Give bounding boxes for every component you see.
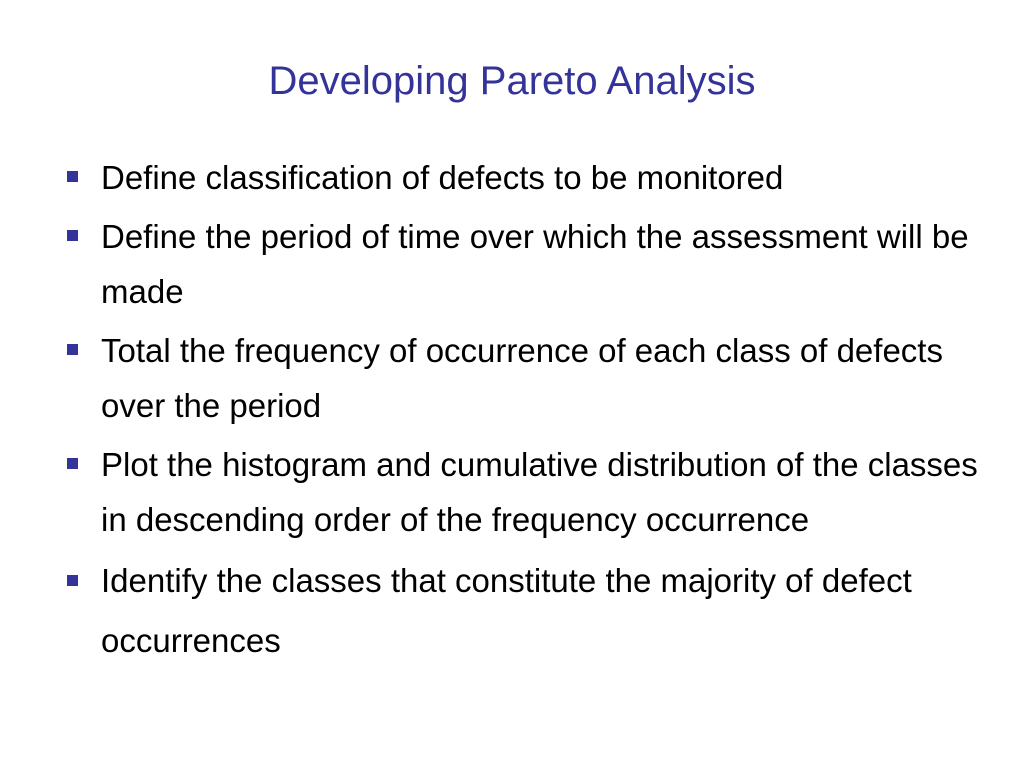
- bullet-text: Define classification of defects to be monitored: [101, 159, 784, 196]
- list-item: [65, 551, 985, 671]
- square-bullet-icon: [67, 458, 78, 469]
- square-bullet-icon: [67, 575, 78, 586]
- bullet-text: Define the period of time over which the assessment will be made: [101, 218, 969, 310]
- square-bullet-icon: [67, 344, 78, 355]
- list-item: [65, 437, 985, 547]
- bullet-text: Identify the classes that constitute the majority of defect occurrences: [101, 562, 912, 659]
- list-item: [65, 150, 985, 205]
- list-item: [65, 209, 985, 319]
- slide-title: Developing Pareto Analysis: [268, 59, 756, 103]
- list-item: [65, 323, 985, 433]
- square-bullet-icon: [67, 171, 78, 182]
- bullet-text: Total the frequency of occurrence of each class of defects over the period: [101, 332, 943, 424]
- square-bullet-icon: [67, 230, 78, 241]
- bullet-list: [65, 150, 985, 675]
- bullet-text: Plot the histogram and cumulative distribution of the classes in descending order of the frequency occurrence: [101, 446, 978, 538]
